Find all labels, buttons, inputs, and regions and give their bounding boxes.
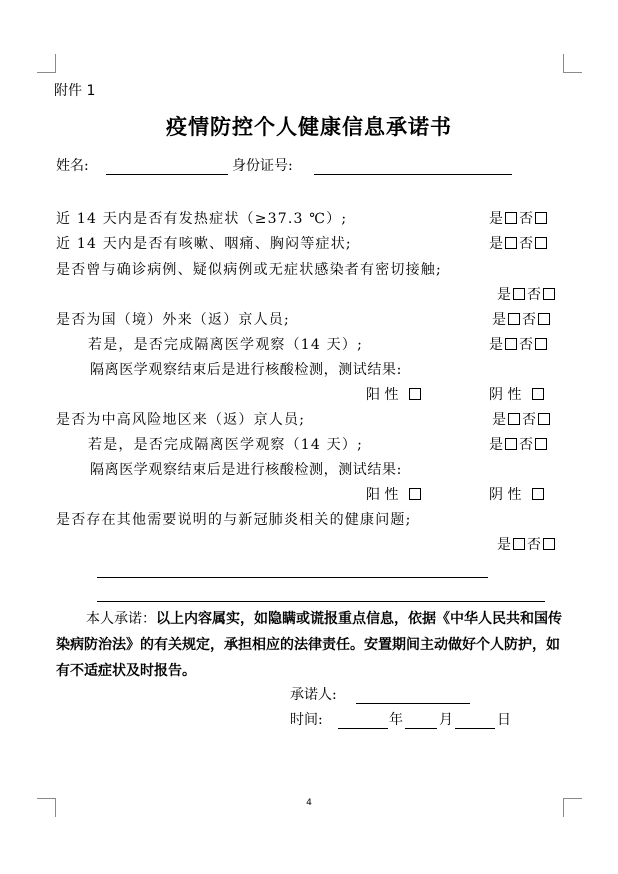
negative-checkbox[interactable] [532, 488, 544, 500]
no-checkbox[interactable] [543, 288, 555, 300]
yes-label: 是 [492, 312, 506, 328]
month-field[interactable] [405, 728, 437, 729]
yes-checkbox[interactable] [505, 237, 517, 249]
corner-mark-top-left [37, 54, 56, 73]
no-label: 否 [519, 337, 533, 353]
no-label: 否 [519, 236, 533, 252]
yes-label: 是 [489, 211, 503, 227]
yes-label: 是 [489, 337, 503, 353]
answer-risk-negative [489, 484, 546, 506]
answer-abroad-negative [489, 384, 546, 406]
negative-label: 阴 性 [489, 487, 522, 503]
positive-label: 阳 性 [366, 387, 399, 403]
time-label: 时间: [290, 712, 323, 728]
no-label: 否 [522, 312, 536, 328]
promiser-label: 承诺人: [290, 687, 337, 703]
id-number-field[interactable] [314, 174, 512, 175]
question-fever: 近 14 天内是否有发热症状（≥37.3 ℃）; [56, 211, 348, 227]
no-checkbox[interactable] [538, 313, 550, 325]
no-checkbox[interactable] [538, 413, 550, 425]
day-field[interactable] [455, 728, 495, 729]
positive-label: 阳 性 [366, 487, 399, 503]
yes-checkbox[interactable] [513, 538, 525, 550]
no-checkbox[interactable] [535, 237, 547, 249]
yes-label: 是 [497, 537, 511, 553]
promiser-field[interactable] [356, 703, 470, 704]
question-risk-test: 隔离医学观察结束后是进行核酸检测，测试结果: [90, 462, 402, 478]
negative-label: 阴 性 [489, 387, 522, 403]
attachment-label: 附件 1 [54, 83, 96, 99]
question-abroad: 是否为国（境）外来（返）京人员; [56, 312, 290, 328]
answer-risk-area [492, 409, 552, 431]
answer-fever [489, 208, 549, 230]
question-risk-area: 是否为中高风险地区来（返）京人员; [56, 412, 306, 428]
question-abroad-quarantine: 若是，是否完成隔离医学观察（14 天）; [88, 337, 363, 353]
yes-checkbox[interactable] [508, 313, 520, 325]
answer-risk-positive [366, 484, 423, 506]
answer-abroad [492, 309, 552, 331]
positive-checkbox[interactable] [409, 488, 421, 500]
no-label: 否 [519, 211, 533, 227]
pledge-body: 以上内容属实，如隐瞒或谎报重点信息，依据《中华人民共和国传染病防治法》的有关规定，承担相应的法律责任。安置期间主动做好个人防护，如有不适症状及时报告。 [56, 611, 562, 679]
pledge-paragraph [56, 606, 564, 684]
day-label: 日 [497, 712, 511, 728]
answer-abroad-quarantine [489, 334, 549, 356]
answer-abroad-positive [366, 384, 423, 406]
question-other-health: 是否存在其他需要说明的与新冠肺炎相关的健康问题; [56, 512, 412, 528]
no-label: 否 [527, 287, 541, 303]
question-cough: 近 14 天内是否有咳嗽、咽痛、胸闷等症状; [56, 236, 352, 252]
month-label: 月 [439, 712, 453, 728]
page-title: 疫情防控个人健康信息承诺书 [166, 114, 452, 139]
year-field[interactable] [338, 728, 388, 729]
explanation-line-1[interactable] [97, 577, 488, 578]
yes-label: 是 [489, 437, 503, 453]
yes-label: 是 [492, 412, 506, 428]
no-label: 否 [519, 437, 533, 453]
corner-mark-top-right [563, 54, 582, 73]
yes-checkbox[interactable] [505, 338, 517, 350]
answer-cough [489, 233, 549, 255]
no-label: 否 [527, 537, 541, 553]
yes-label: 是 [497, 287, 511, 303]
yes-label: 是 [489, 236, 503, 252]
yes-checkbox[interactable] [505, 438, 517, 450]
id-number-label: 身份证号: [232, 158, 293, 174]
yes-checkbox[interactable] [513, 288, 525, 300]
answer-risk-quarantine [489, 434, 549, 456]
answer-contact [497, 284, 557, 306]
yes-checkbox[interactable] [508, 413, 520, 425]
explanation-line-2[interactable] [97, 601, 545, 602]
answer-other-health [497, 534, 557, 556]
no-checkbox[interactable] [535, 338, 547, 350]
no-checkbox[interactable] [535, 438, 547, 450]
pledge-lead: 本人承诺： [86, 611, 156, 627]
name-label: 姓名: [56, 158, 89, 174]
question-risk-quarantine: 若是，是否完成隔离医学观察（14 天）; [88, 437, 363, 453]
question-contact: 是否曾与确诊病例、疑似病例或无症状感染者有密切接触; [56, 262, 442, 278]
no-checkbox[interactable] [535, 212, 547, 224]
no-label: 否 [522, 412, 536, 428]
name-field[interactable] [106, 174, 228, 175]
negative-checkbox[interactable] [532, 388, 544, 400]
question-abroad-test: 隔离医学观察结束后是进行核酸检测，测试结果: [90, 362, 402, 378]
year-label: 年 [389, 712, 403, 728]
page-number: 4 [306, 798, 312, 808]
yes-checkbox[interactable] [505, 212, 517, 224]
positive-checkbox[interactable] [409, 388, 421, 400]
no-checkbox[interactable] [543, 538, 555, 550]
